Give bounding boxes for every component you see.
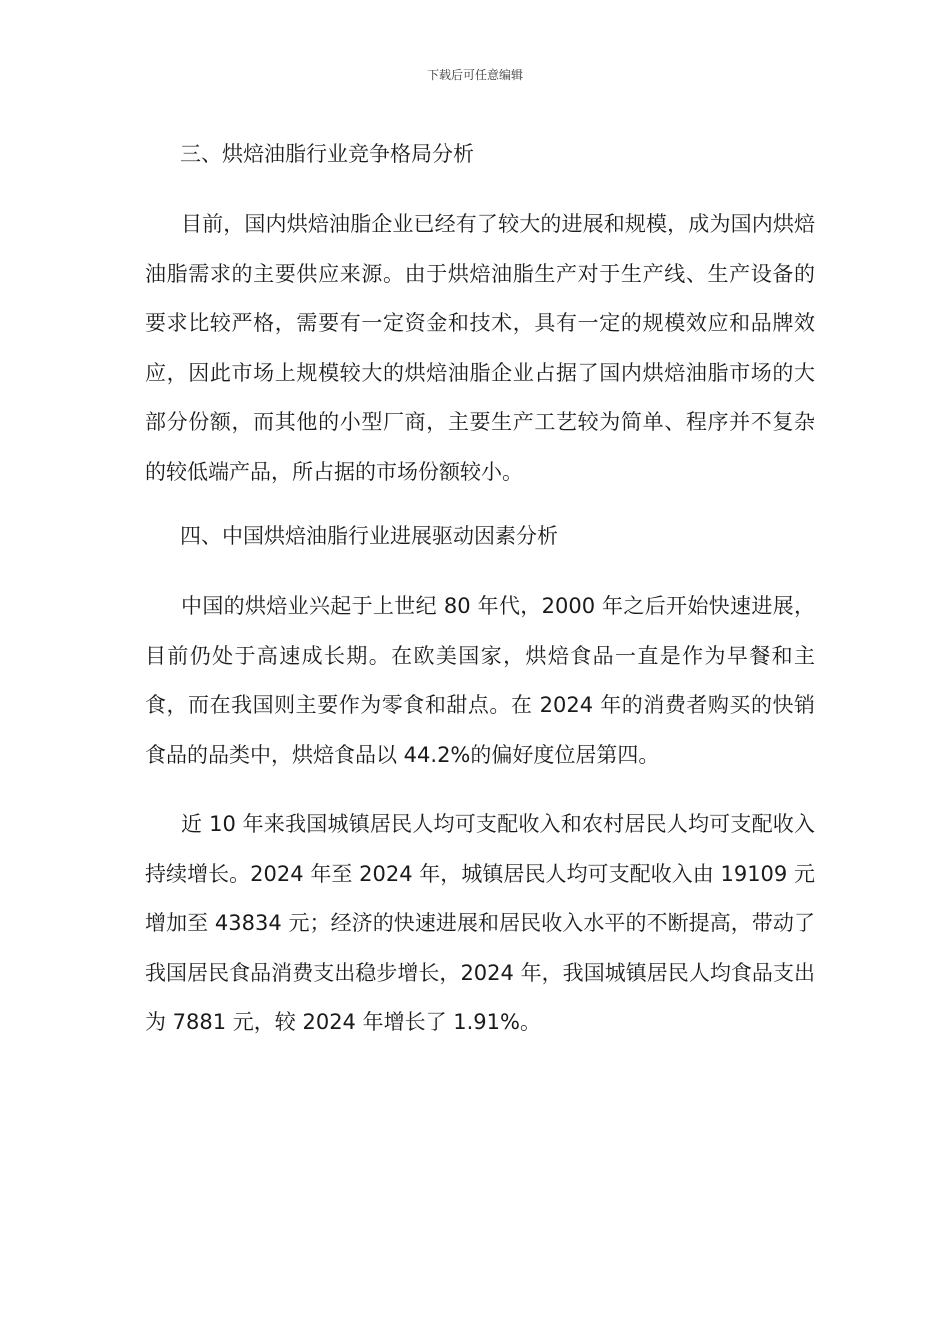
paragraph-income: 近 10 年来我国城镇居民人均可支配收入和农村居民人均可支配收入持续增长。2024 年至 2024 年，城镇居民人均可支配收入由 19109 元增加至 43834 元；经济的快速进展和居民收入水平的不断提高，带动了我国居民食品消费支出稳步增长，2024 年，我国城镇居民人均食品支出为 7881 元，较 2024 年增长了 1.91%。 xyxy=(145,812,815,1035)
section-heading-4: 四、中国烘焙油脂行业进展驱动因素分析 xyxy=(180,524,558,548)
section-heading-3: 三、烘焙油脂行业竞争格局分析 xyxy=(180,142,474,166)
header-note: 下载后可任意编辑 xyxy=(426,68,523,82)
paragraph-competition: 目前，国内烘焙油脂企业已经有了较大的进展和规模，成为国内烘焙油脂需求的主要供应来源。由于烘焙油脂生产对于生产线、生产设备的要求比较严格，需要有一定资金和技术，具有一定的规模效应和品牌效应，因此市场上规模较大的烘焙油脂企业占据了国内烘焙油脂市场的大部分份额，而其他的小型厂商，主要生产工艺较为简单、程序并不复杂的较低端产品，所占据的市场份额较小。 xyxy=(145,212,815,484)
paragraph-drivers: 中国的烘焙业兴起于上世纪 80 年代，2000 年之后开始快速进展，目前仍处于高速成长期。在欧美国家，烘焙食品一直是作为早餐和主食，而在我国则主要作为零食和甜点。在 2024 年的消费者购买的快销食品的品类中，烘焙食品以 44.2%的偏好度位居第四。 xyxy=(145,594,815,767)
